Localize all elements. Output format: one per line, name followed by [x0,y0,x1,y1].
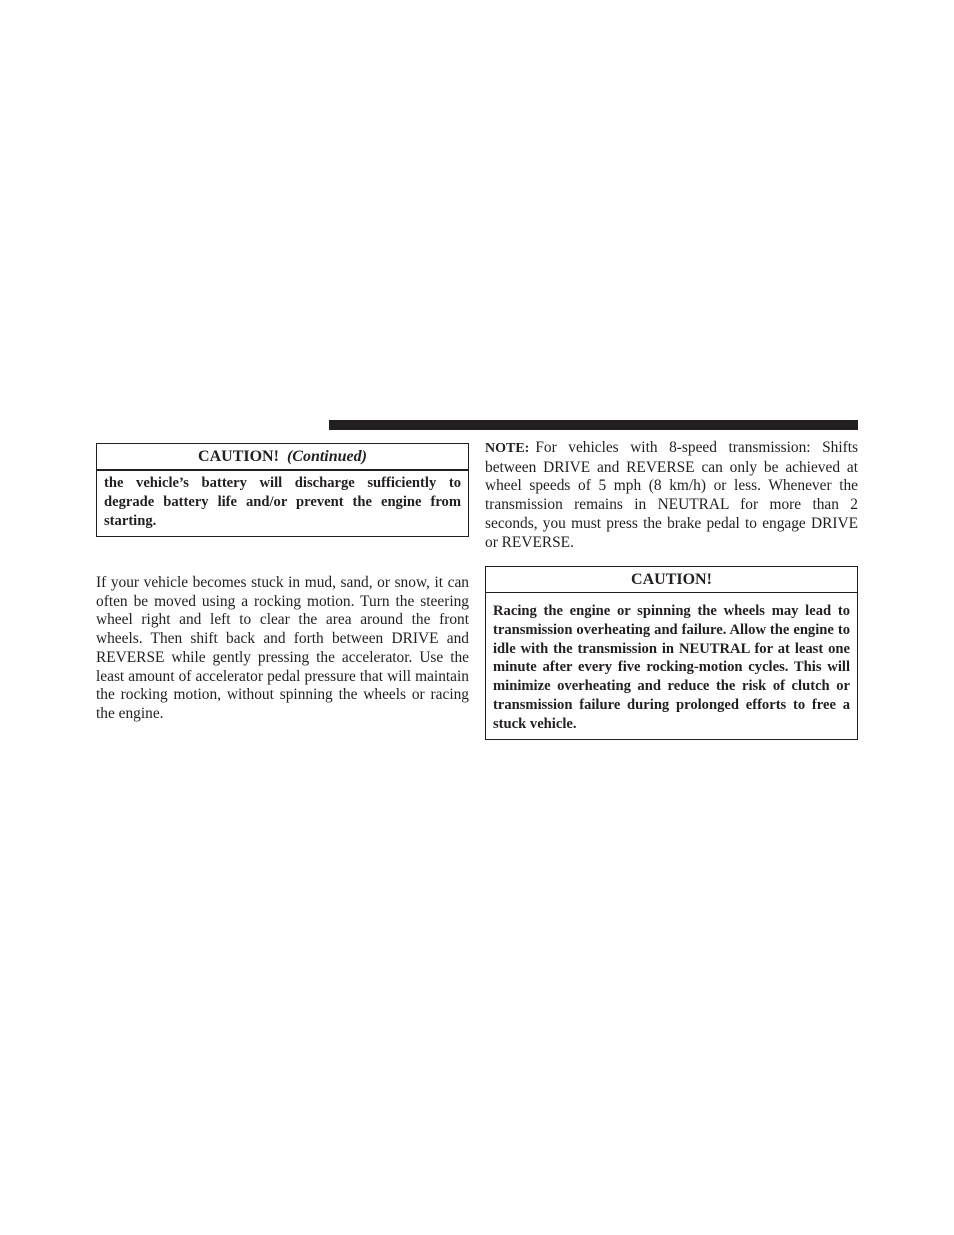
note-label: NOTE: [485,441,530,456]
caution-continued-box [96,443,469,537]
caution-box [485,566,858,740]
caution-label: CAUTION! [198,448,279,465]
note-text: For vehicles with 8-speed transmission: Shifts between DRIVE and REVERSE can only be achieved at wheel speeds of 5 mph (8 km/h) or less. Whenever the transmission remains in NEUTRAL for more than 2 seconds, you must press the brake pedal to engage DRIVE or REVERSE. [485,439,858,551]
continued-label: (Continued) [286,448,367,465]
caution-body: Racing the engine or spinning the wheels may lead to transmission overheating and failure. Allow the engine to idle with the transmission in NEUTRAL for at least one minute after every five rocking-motion cycles. This will minimize overheating and reduce the risk of clutch or transmission failure during prolonged efforts to free a stuck vehicle. [493,603,850,732]
rocking-instructions-paragraph: If your vehicle becomes stuck in mud, sand, or snow, it can often be moved using a rocking motion. Turn the steering wheel right and left to clear the area around the front wheels. Then shift back and forth between DRIVE and REVERSE while gently pressing the accelerator. Use the least amount of accelerator pedal pressure that will maintain the rocking motion, without spinning the wheels or racing the engine. [96,574,469,722]
section-header-bar [329,420,858,430]
note-paragraph [485,439,858,552]
caution-title: CAUTION! [486,567,857,593]
caution-continued-body: the vehicle’s battery will discharge sufficiently to degrade battery life and/or prevent the engine from starting. [104,475,461,530]
caution-continued-title [97,444,468,471]
